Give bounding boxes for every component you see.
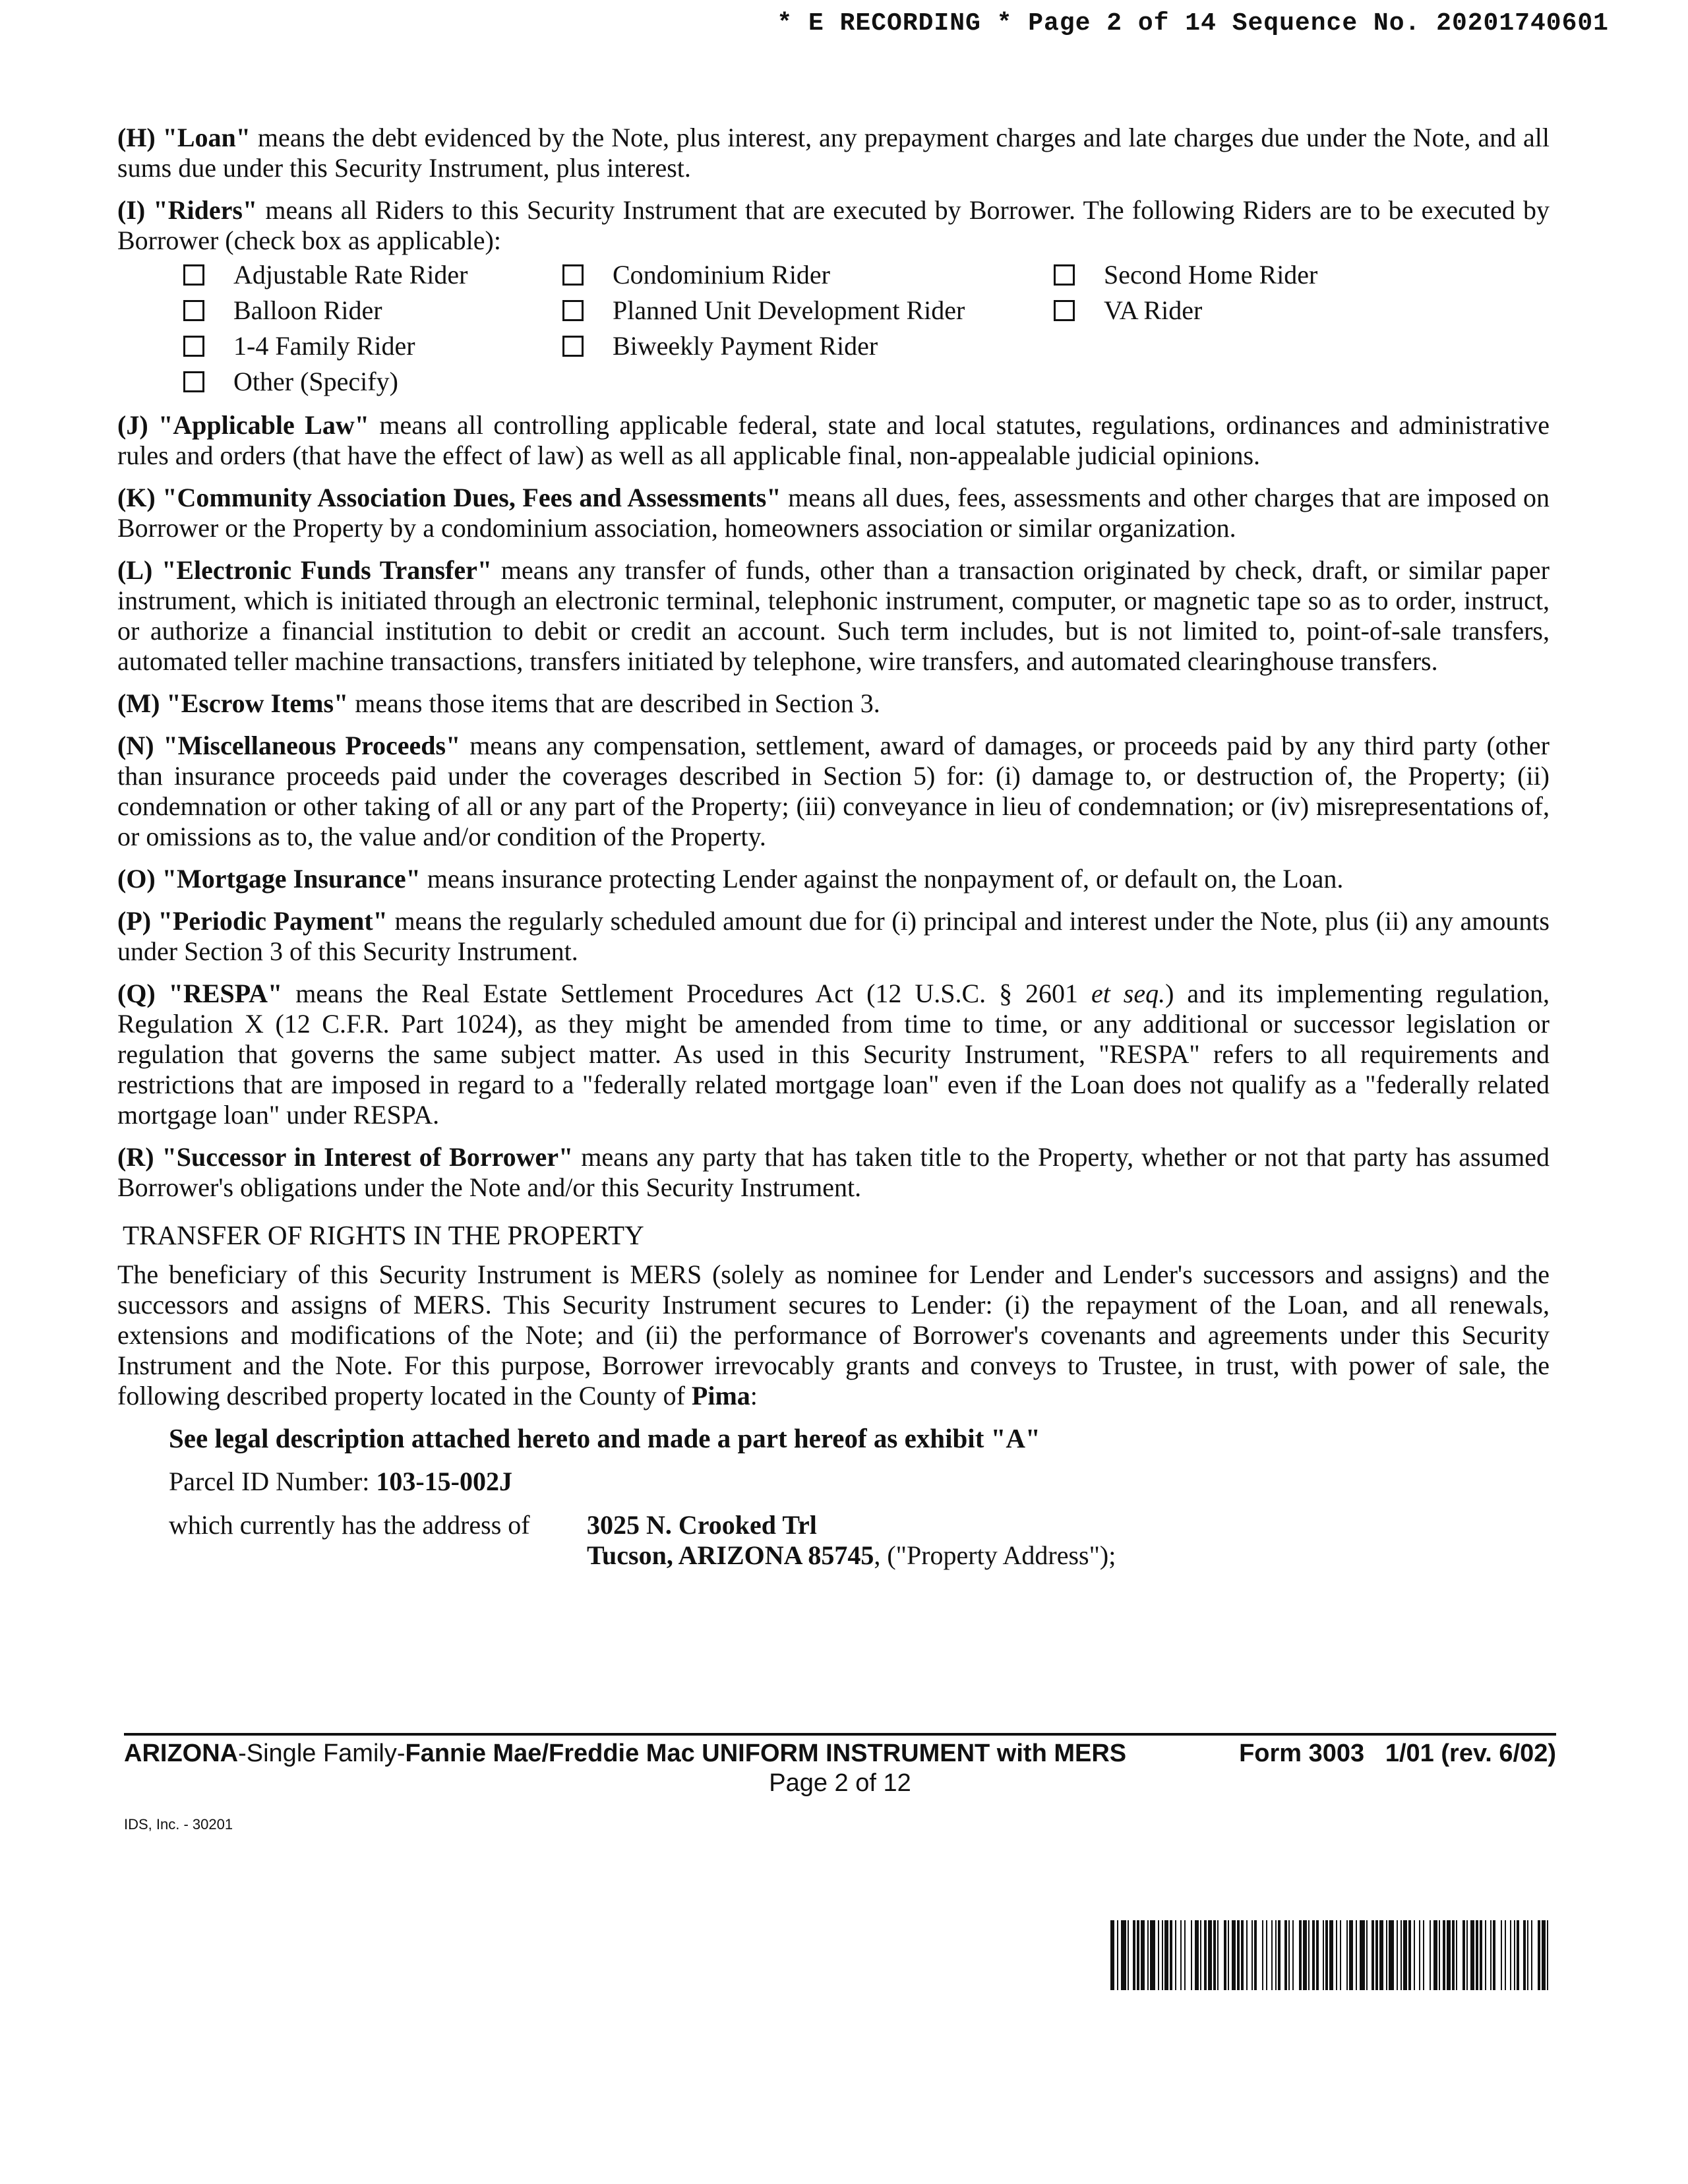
definition-text: means any party that has taken title to the Property, whether or not that party has assumed Borrower's obligations under the Note and/or this Security Instrument. <box>117 1142 1550 1202</box>
barcode-bar <box>1237 1920 1240 1990</box>
rider-checkbox-planned-unit[interactable] <box>562 294 1054 327</box>
barcode-bar <box>1403 1920 1407 1990</box>
checkbox-icon[interactable] <box>1054 300 1075 321</box>
definition-respa <box>117 979 1550 1130</box>
definition-text: means the debt evidenced by the Note, plus interest, any prepayment charges and late charges due under the Note, and all sums due under this Security Instrument, plus interest. <box>117 123 1550 183</box>
definition-successor <box>117 1142 1550 1203</box>
barcode-bar <box>1386 1920 1387 1990</box>
county-name: Pima <box>691 1381 750 1410</box>
definition-term: (L) "Electronic Funds Transfer" <box>117 555 493 585</box>
barcode-bar <box>1329 1920 1333 1990</box>
barcode-bar <box>1141 1920 1145 1990</box>
barcode-bar <box>1254 1920 1257 1990</box>
transfer-paragraph <box>117 1259 1550 1411</box>
barcode-bar <box>1228 1920 1229 1990</box>
legal-description: See legal description attached hereto and made a part hereof as exhibit "A" <box>169 1423 1040 1453</box>
barcode-bar <box>1217 1920 1219 1990</box>
rider-label: Second Home Rider <box>1104 260 1318 289</box>
barcode-bar <box>1275 1920 1277 1990</box>
rider-spacer <box>1054 330 1449 363</box>
footer-form-title <box>124 1740 1126 1768</box>
barcode-bar <box>1170 1920 1172 1990</box>
barcode-bar <box>1262 1920 1263 1990</box>
barcode-bar <box>1510 1920 1511 1990</box>
barcode-bar <box>1147 1920 1149 1990</box>
definition-term: (H) "Loan" <box>117 123 251 152</box>
barcode-bar <box>1200 1920 1201 1990</box>
definition-misc-proceeds <box>117 731 1550 852</box>
barcode-bar <box>1316 1920 1319 1990</box>
definition-term: (N) "Miscellaneous Proceeds" <box>117 731 461 760</box>
barcode-bar <box>1419 1920 1420 1990</box>
barcode-bar <box>1312 1920 1315 1990</box>
definition-applicable-law <box>117 410 1550 471</box>
colon: : <box>750 1381 758 1410</box>
definition-text: means any compensation, settlement, award of damages, or proceeds paid by any third party (other than insurance proceeds paid under the coverages described in Section 5) for: (i) damage to, or destruction of, the Property; (ii) condemnation or other taking of all or any part of the Property; (iii) conveyance in lieu of condemnation; or (iv) misrepresentations of, or omissions as to, the value and/or condition of the Property. <box>117 731 1550 851</box>
barcode-bar <box>1137 1920 1139 1990</box>
barcode-bar <box>1538 1920 1540 1990</box>
rider-label: VA Rider <box>1104 295 1203 325</box>
footer-form-line <box>124 1733 1556 1768</box>
definition-term: (J) "Applicable Law" <box>117 410 369 440</box>
barcode-bar <box>1490 1920 1492 1990</box>
document-body <box>117 123 1550 1571</box>
barcode-bar <box>1480 1920 1482 1990</box>
barcode-bar <box>1164 1920 1168 1990</box>
footer-ids: IDS, Inc. - 30201 <box>124 1816 233 1833</box>
barcode-bar <box>1278 1920 1281 1990</box>
et-seq: et seq. <box>1091 979 1166 1008</box>
parcel-id <box>169 1467 1550 1497</box>
property-address <box>169 1510 1550 1571</box>
definition-text: means all controlling applicable federal, state and local statutes, regulations, ordinances and administrative rules and orders (that have the effect of law) as well as all applicable final, non-appealable judicial opinions. <box>117 410 1550 470</box>
footer-state: ARIZONA <box>124 1740 239 1767</box>
footer-uniform: Fannie Mae/Freddie Mac UNIFORM INSTRUMENT with MERS <box>405 1740 1127 1767</box>
rider-checkbox-second-home[interactable] <box>1054 258 1449 291</box>
barcode-bar <box>1360 1920 1365 1990</box>
barcode-bar <box>1336 1920 1337 1990</box>
definition-text: means any transfer of funds, other than a transaction originated by check, draft, or similar paper instrument, which is initiated through an electronic terminal, telephonic instrument, computer, or magnetic tape so as to order, instruct, or authorize a financial institution to debit or credit an account. Such term includes, but is not limited to, point-of-sale transfers, automated teller machine transactions, transfers initiated by telephone, wire transfers, and automated clearinghouse transfers. <box>117 555 1550 676</box>
barcode-bar <box>1204 1920 1207 1990</box>
footer-form-number: Form 3003 1/01 (rev. 6/02) <box>1239 1740 1556 1767</box>
barcode-bar <box>1493 1920 1495 1990</box>
barcode-bar <box>1531 1920 1532 1990</box>
barcode-bar <box>1271 1920 1273 1990</box>
barcode-bar <box>1423 1920 1424 1990</box>
checkbox-icon[interactable] <box>562 336 584 357</box>
checkbox-icon[interactable] <box>183 371 204 392</box>
address-lines <box>587 1510 1116 1571</box>
barcode-bar <box>1117 1920 1118 1990</box>
address-city-state: Tucson, ARIZONA 85745 <box>587 1540 874 1570</box>
address-label: which currently has the address of <box>169 1510 530 1540</box>
barcode-bar <box>1408 1920 1411 1990</box>
barcode-bar <box>1375 1920 1378 1990</box>
transfer-text: The beneficiary of this Security Instrument is MERS (solely as nominee for Lender and Lender's successors and assigns) and the successors and assigns of MERS. This Security Instrument secures to Lender: (i) the repayment of the Loan, and all renewals, extensions and modifications of the Note; and (ii) the performance of Borrower's covenants and agreements under this Security Instrument and the Note. For this purpose, Borrower irrevocably grants and conveys to Trustee, in trust, with power of sale, the following described property located in the County of <box>117 1259 1550 1410</box>
address-line-2 <box>587 1540 1116 1571</box>
barcode-bar <box>1266 1920 1267 1990</box>
barcode-bar <box>1150 1920 1155 1990</box>
checkbox-icon[interactable] <box>562 300 584 321</box>
barcode-bar <box>1414 1920 1415 1990</box>
barcode-bar <box>1180 1920 1182 1990</box>
barcode-bar <box>1323 1920 1324 1990</box>
barcode-bar <box>1241 1920 1244 1990</box>
barcode-bar <box>1292 1920 1294 1990</box>
barcode-bar <box>1121 1920 1126 1990</box>
barcode-bar <box>1346 1920 1348 1990</box>
barcode-bar <box>1505 1920 1506 1990</box>
footer-page-number: Page 2 of 12 <box>769 1769 911 1797</box>
barcode-bar <box>1208 1920 1212 1990</box>
definition-text: means those items that are described in Section 3. <box>348 688 880 718</box>
definition-riders <box>117 195 1550 256</box>
barcode-bar <box>1447 1920 1451 1990</box>
barcode-bar <box>1443 1920 1445 1990</box>
rider-checkbox-biweekly[interactable] <box>562 330 1054 363</box>
rider-checkbox-balloon[interactable] <box>183 294 562 327</box>
address-line-1: 3025 N. Crooked Trl <box>587 1510 817 1540</box>
definition-text: means insurance protecting Lender against the nonpayment of, or default on, the Loan. <box>420 864 1344 894</box>
checkbox-icon[interactable] <box>183 336 204 357</box>
definition-term: (M) "Escrow Items" <box>117 688 349 718</box>
barcode-bar <box>1191 1920 1192 1990</box>
barcode-bar <box>1308 1920 1310 1990</box>
definition-term: (K) "Community Association Dues, Fees and Assessments" <box>117 483 781 512</box>
rider-label: Adjustable Rate Rider <box>233 260 468 289</box>
barcode-bar <box>1470 1920 1474 1990</box>
definition-community-dues <box>117 483 1550 543</box>
barcode-bar <box>1372 1920 1374 1990</box>
definition-text: ) and its implementing regulation, Regulation X (12 C.F.R. Part 1024), as they might be amended from time to time, or any additional or successor legislation or regulation that governs the same subject matter. As used in this Security Instrument, "RESPA" refers to all requirements and restrictions that are imposed in regard to a "federally related mortgage loan" even if the Loan does not qualify as a "federally related mortgage loan" under RESPA. <box>117 979 1550 1130</box>
definition-term: (O) "Mortgage Insurance" <box>117 864 421 894</box>
definition-text: means the regularly scheduled amount due for (i) principal and interest under the Note, plus (ii) any amounts under Section 3 of this Security Instrument. <box>117 906 1550 966</box>
barcode-bar <box>1195 1920 1199 1990</box>
definition-eft <box>117 555 1550 677</box>
barcode-bar <box>1379 1920 1383 1990</box>
barcode-bar <box>1251 1920 1253 1990</box>
barcode-bar <box>1439 1920 1440 1990</box>
barcode-icon <box>1110 1920 1550 1990</box>
barcode-bar <box>1284 1920 1287 1990</box>
rider-label: Other (Specify) <box>233 367 398 396</box>
rider-checkbox-va[interactable] <box>1054 294 1449 327</box>
barcode-bar <box>1485 1920 1486 1990</box>
barcode-bar <box>1389 1920 1394 1990</box>
rider-checkbox-1-4-family[interactable] <box>183 330 562 363</box>
rider-label: Condominium Rider <box>613 260 830 289</box>
barcode-bar <box>1523 1920 1526 1990</box>
recording-header: * E RECORDING * Page 2 of 14 Sequence No. 20201740601 <box>777 9 1609 38</box>
barcode-bar <box>1466 1920 1468 1990</box>
barcode-bar <box>1349 1920 1353 1990</box>
barcode-bar <box>1175 1920 1176 1990</box>
definition-term: (R) "Successor in Interest of Borrower" <box>117 1142 574 1172</box>
barcode-bar <box>1356 1920 1357 1990</box>
barcode-bar <box>1514 1920 1515 1990</box>
address-suffix: , ("Property Address"); <box>874 1540 1116 1570</box>
barcode-bar <box>1501 1920 1502 1990</box>
rider-label: Biweekly Payment Rider <box>613 331 878 361</box>
footer-family: -Single Family- <box>238 1740 406 1767</box>
form-footer <box>124 1733 1556 1833</box>
barcode-bar <box>1162 1920 1163 1990</box>
barcode-bar <box>1128 1920 1129 1990</box>
checkbox-icon[interactable] <box>183 264 204 286</box>
rider-label: Planned Unit Development Rider <box>613 295 965 325</box>
definition-escrow-items <box>117 688 1550 719</box>
barcode-bar <box>1476 1920 1478 1990</box>
rider-checkbox-adjustable-rate[interactable] <box>183 258 562 291</box>
barcode-bar <box>1456 1920 1457 1990</box>
rider-label: Balloon Rider <box>233 295 382 325</box>
definition-periodic-payment <box>117 906 1550 967</box>
definition-text: means all dues, fees, assessments and other charges that are imposed on Borrower or the Property by a condominium association, homeowners association or similar organization. <box>117 483 1550 543</box>
barcode-bar <box>1397 1920 1398 1990</box>
riders-checklist <box>183 258 1550 398</box>
parcel-number: 103-15-002J <box>376 1467 512 1496</box>
definition-term: (P) "Periodic Payment" <box>117 906 388 936</box>
barcode-bar <box>1184 1920 1186 1990</box>
barcode-bar <box>1224 1920 1226 1990</box>
checkbox-icon[interactable] <box>183 300 204 321</box>
barcode-bar <box>1401 1920 1402 1990</box>
barcode-bar <box>1517 1920 1519 1990</box>
barcode-bar <box>1232 1920 1236 1990</box>
barcode-bar <box>1452 1920 1455 1990</box>
definition-term: (Q) "RESPA" <box>117 979 283 1008</box>
barcode-bar <box>1288 1920 1290 1990</box>
barcode-bar <box>1542 1920 1546 1990</box>
section-title-transfer: TRANSFER OF RIGHTS IN THE PROPERTY <box>123 1220 644 1250</box>
checkbox-icon[interactable] <box>1054 264 1075 286</box>
barcode-bar <box>1547 1920 1548 1990</box>
definition-text: means all Riders to this Security Instrument that are executed by Borrower. The following Riders are to be executed by Borrower (check box as applicable): <box>117 195 1550 255</box>
barcode-bar <box>1433 1920 1437 1990</box>
definition-loan <box>117 123 1550 183</box>
definition-mortgage-insurance <box>117 864 1550 894</box>
rider-label: 1-4 Family Rider <box>233 331 415 361</box>
barcode-bar <box>1430 1920 1431 1990</box>
rider-checkbox-condominium[interactable] <box>562 258 1054 291</box>
barcode-bar <box>1246 1920 1248 1990</box>
barcode-bar <box>1213 1920 1216 1990</box>
barcode-bar <box>1133 1920 1135 1990</box>
barcode-bar <box>1299 1920 1302 1990</box>
checkbox-icon[interactable] <box>562 264 584 286</box>
barcode-bar <box>1462 1920 1465 1990</box>
barcode-bar <box>1110 1920 1114 1990</box>
definition-term: (I) "Riders" <box>117 195 258 225</box>
barcode-bar <box>1366 1920 1368 1990</box>
barcode-bar <box>1303 1920 1307 1990</box>
barcode-bar <box>1340 1920 1341 1990</box>
rider-checkbox-other[interactable] <box>183 365 562 398</box>
parcel-label: Parcel ID Number: <box>169 1467 377 1496</box>
barcode-bar <box>1527 1920 1528 1990</box>
definition-text: means the Real Estate Settlement Procedures Act (12 U.S.C. § 2601 <box>282 979 1091 1008</box>
barcode-bar <box>1325 1920 1328 1990</box>
barcode-bar <box>1158 1920 1159 1990</box>
